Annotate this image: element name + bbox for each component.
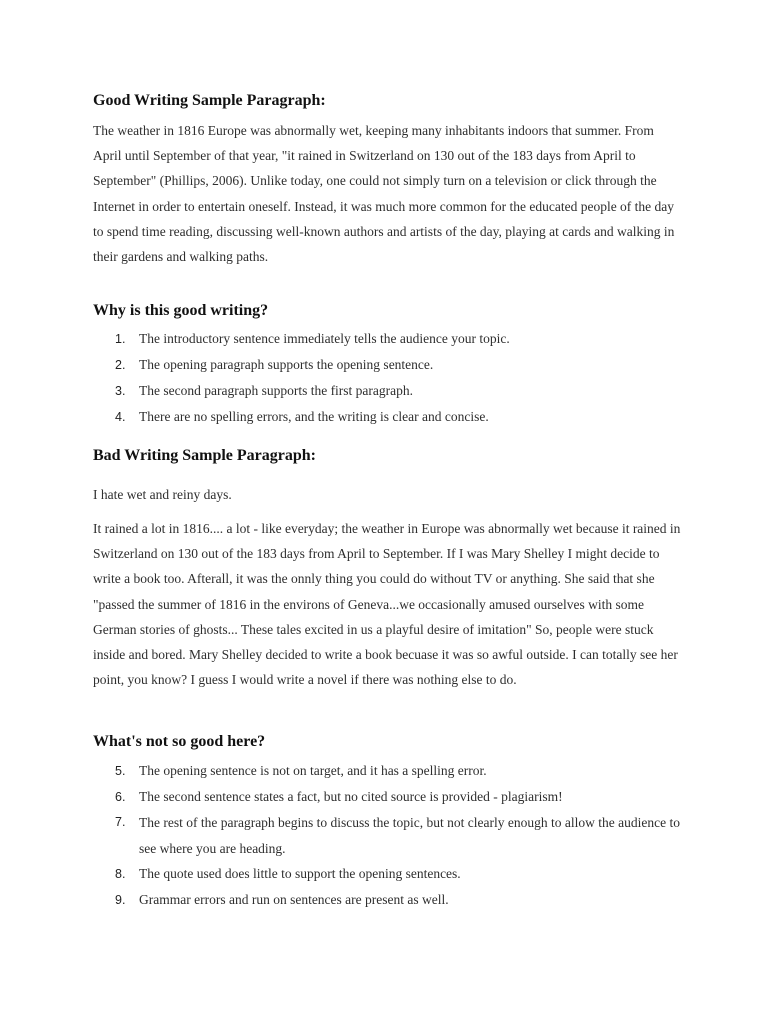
- list-item: [93, 784, 683, 810]
- whats-not-good-list: [93, 758, 683, 913]
- list-item: [93, 326, 683, 352]
- list-item: [93, 758, 683, 784]
- list-item-text: The opening sentence is not on target, and it has a spelling error.: [139, 763, 487, 778]
- good-sample-heading: Good Writing Sample Paragraph:: [93, 92, 326, 109]
- list-item-number: 8.: [115, 867, 126, 881]
- bad-sample-intro: I hate wet and reiny days.: [93, 487, 232, 502]
- list-item-text: The quote used does little to support the opening sentences.: [139, 866, 461, 881]
- bad-sample-heading: Bad Writing Sample Paragraph:: [93, 447, 316, 464]
- list-item-text: The introductory sentence immediately tells the audience your topic.: [139, 331, 510, 346]
- list-item: [93, 352, 683, 378]
- list-item-number: 9.: [115, 893, 126, 907]
- list-item-number: 4.: [115, 410, 126, 424]
- list-item: [93, 861, 683, 887]
- list-item-text: The rest of the paragraph begins to discuss the topic, but not clearly enough to allow the audience to see where you are heading.: [139, 815, 680, 856]
- why-good-list: [93, 326, 683, 430]
- list-item: [93, 404, 683, 430]
- list-item-text: The second sentence states a fact, but no cited source is provided - plagiarism!: [139, 789, 563, 804]
- list-item: [93, 810, 683, 861]
- list-item-number: 3.: [115, 384, 126, 398]
- list-item-text: Grammar errors and run on sentences are present as well.: [139, 892, 449, 907]
- bad-sample-paragraph: It rained a lot in 1816.... a lot - like everyday; the weather in Europe was abnormally wet because it rained in Switzerland on 130 out of the 183 days from April to September. If I was Mary Shelley I might decide to write a book too. Afterall, it was the onnly thing you could do without TV or anything. She said that she "passed the summer of 1816 in the environs of Geneva...we occasionally amused ourselves with some German stories of ghosts... These tales excited in us a playful desire of imitation" So, people were stuck inside and bored. Mary Shelley decided to write a book becuase it was so awful outside. I can totally see her point, you know? I guess I would write a novel if there was nothing else to do.: [93, 521, 681, 688]
- list-item-text: The second paragraph supports the first paragraph.: [139, 383, 414, 398]
- good-sample-paragraph: The weather in 1816 Europe was abnormally wet, keeping many inhabitants indoors that summer. From April until September of that year, "it rained in Switzerland on 130 out of the 183 days from April to September" (Phillips, 2006). Unlike today, one could not simply turn on a television or click through the Internet in order to entertain oneself. Instead, it was much more common for the educated people of the day to spend time reading, discussing well-known authors and artists of the day, playing at cards and walking in their gardens and walking paths.: [93, 123, 675, 265]
- list-item-text: There are no spelling errors, and the writing is clear and concise.: [139, 409, 489, 424]
- list-item-number: 7.: [115, 815, 126, 829]
- list-item-number: 5.: [115, 764, 126, 778]
- list-item-number: 6.: [115, 790, 126, 804]
- list-item: [93, 887, 683, 913]
- list-item-number: 1.: [115, 332, 126, 346]
- why-good-heading: Why is this good writing?: [93, 302, 269, 319]
- list-item-number: 2.: [115, 358, 126, 372]
- whats-not-good-heading: What's not so good here?: [93, 733, 266, 750]
- list-item: [93, 378, 683, 404]
- list-item-text: The opening paragraph supports the opening sentence.: [139, 357, 434, 372]
